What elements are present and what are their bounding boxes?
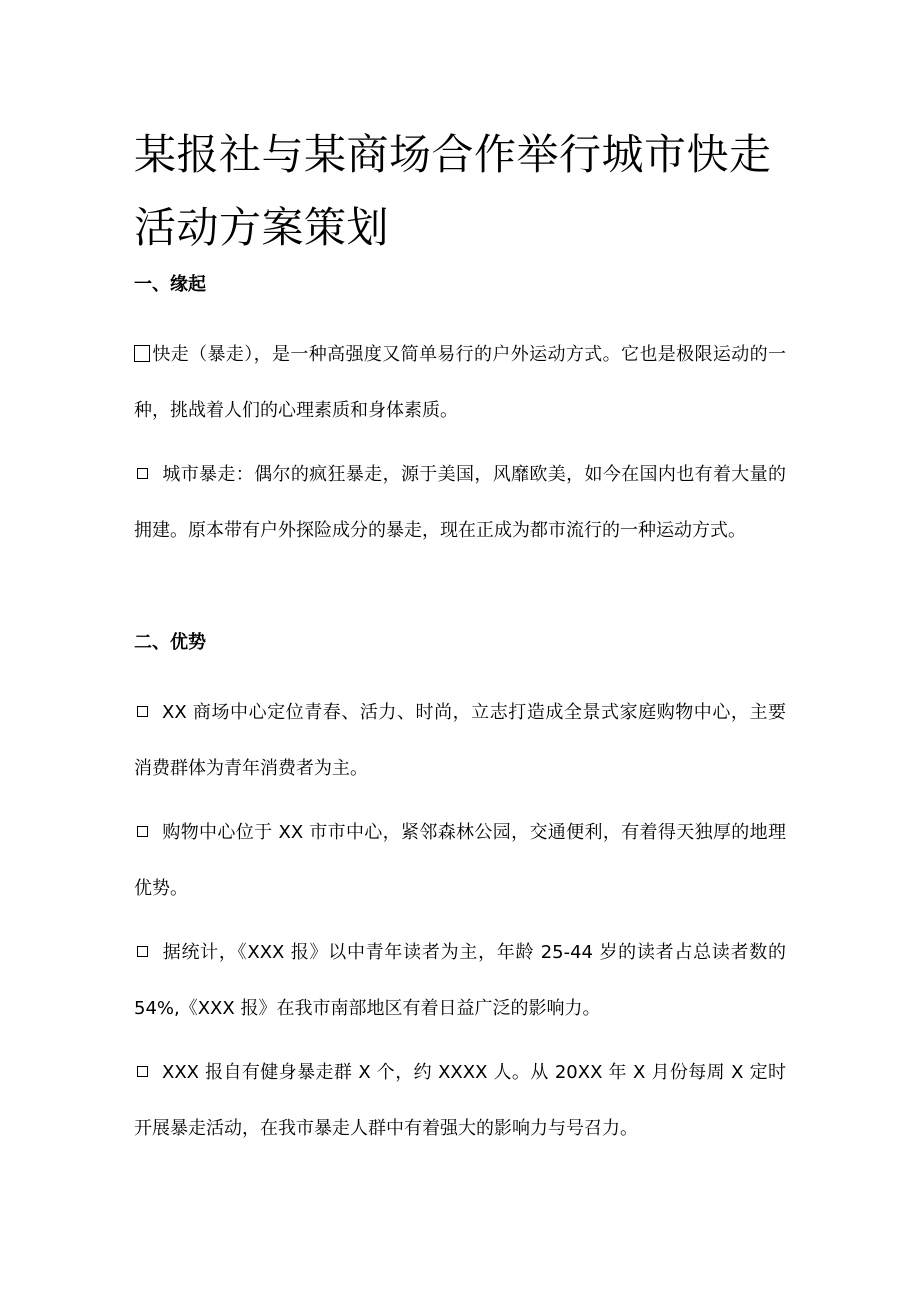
paragraph-text: 据统计，《XXX 报》以中青年读者为主，年龄 25-44 岁的读者占总读者数的 54%,《XXX 报》在我市南部地区有着日益广泛的影响力。 xyxy=(134,942,786,1019)
checkbox-square-icon xyxy=(137,468,148,479)
checkbox-square-icon xyxy=(137,1066,148,1077)
checkbox-square-icon xyxy=(134,345,150,362)
paragraph xyxy=(134,685,786,797)
paragraph-text: 快走（暴走），是一种高强度又简单易行的户外运动方式。它也是极限运动的一种，挑战着人们的心理素质和身体素质。 xyxy=(134,344,786,421)
paragraph xyxy=(134,925,786,1037)
paragraph-text: XXX 报自有健身暴走群 X 个，约 XXXX 人。从 20XX 年 X 月份每周 X 定时开展暴走活动，在我市暴走人群中有着强大的影响力与号召力。 xyxy=(134,1062,786,1139)
checkbox-square-icon xyxy=(137,826,148,837)
paragraph-text: 购物中心位于 XX 市市中心，紧邻森林公园，交通便利，有着得天独厚的地理优势。 xyxy=(134,822,786,899)
paragraph xyxy=(134,327,786,439)
paragraph xyxy=(134,447,786,559)
paragraph xyxy=(134,805,786,917)
checkbox-square-icon xyxy=(137,946,148,957)
paragraph-text: XX 商场中心定位青春、活力、时尚，立志打造成全景式家庭购物中心，主要消费群体为青年消费者为主。 xyxy=(134,702,786,779)
section-heading-advantages: 二、优势 xyxy=(134,632,206,653)
paragraph xyxy=(134,1045,786,1157)
document-title: 某报社与某商场合作举行城市快走活动方案策划 xyxy=(134,130,772,252)
checkbox-square-icon xyxy=(137,706,148,717)
paragraph-text: 城市暴走：偶尔的疯狂暴走，源于美国，风靡欧美，如今在国内也有着大量的拥建。原本带有户外探险成分的暴走，现在正成为都市流行的一种运动方式。 xyxy=(134,464,786,541)
section-heading-origin: 一、缘起 xyxy=(134,274,206,295)
